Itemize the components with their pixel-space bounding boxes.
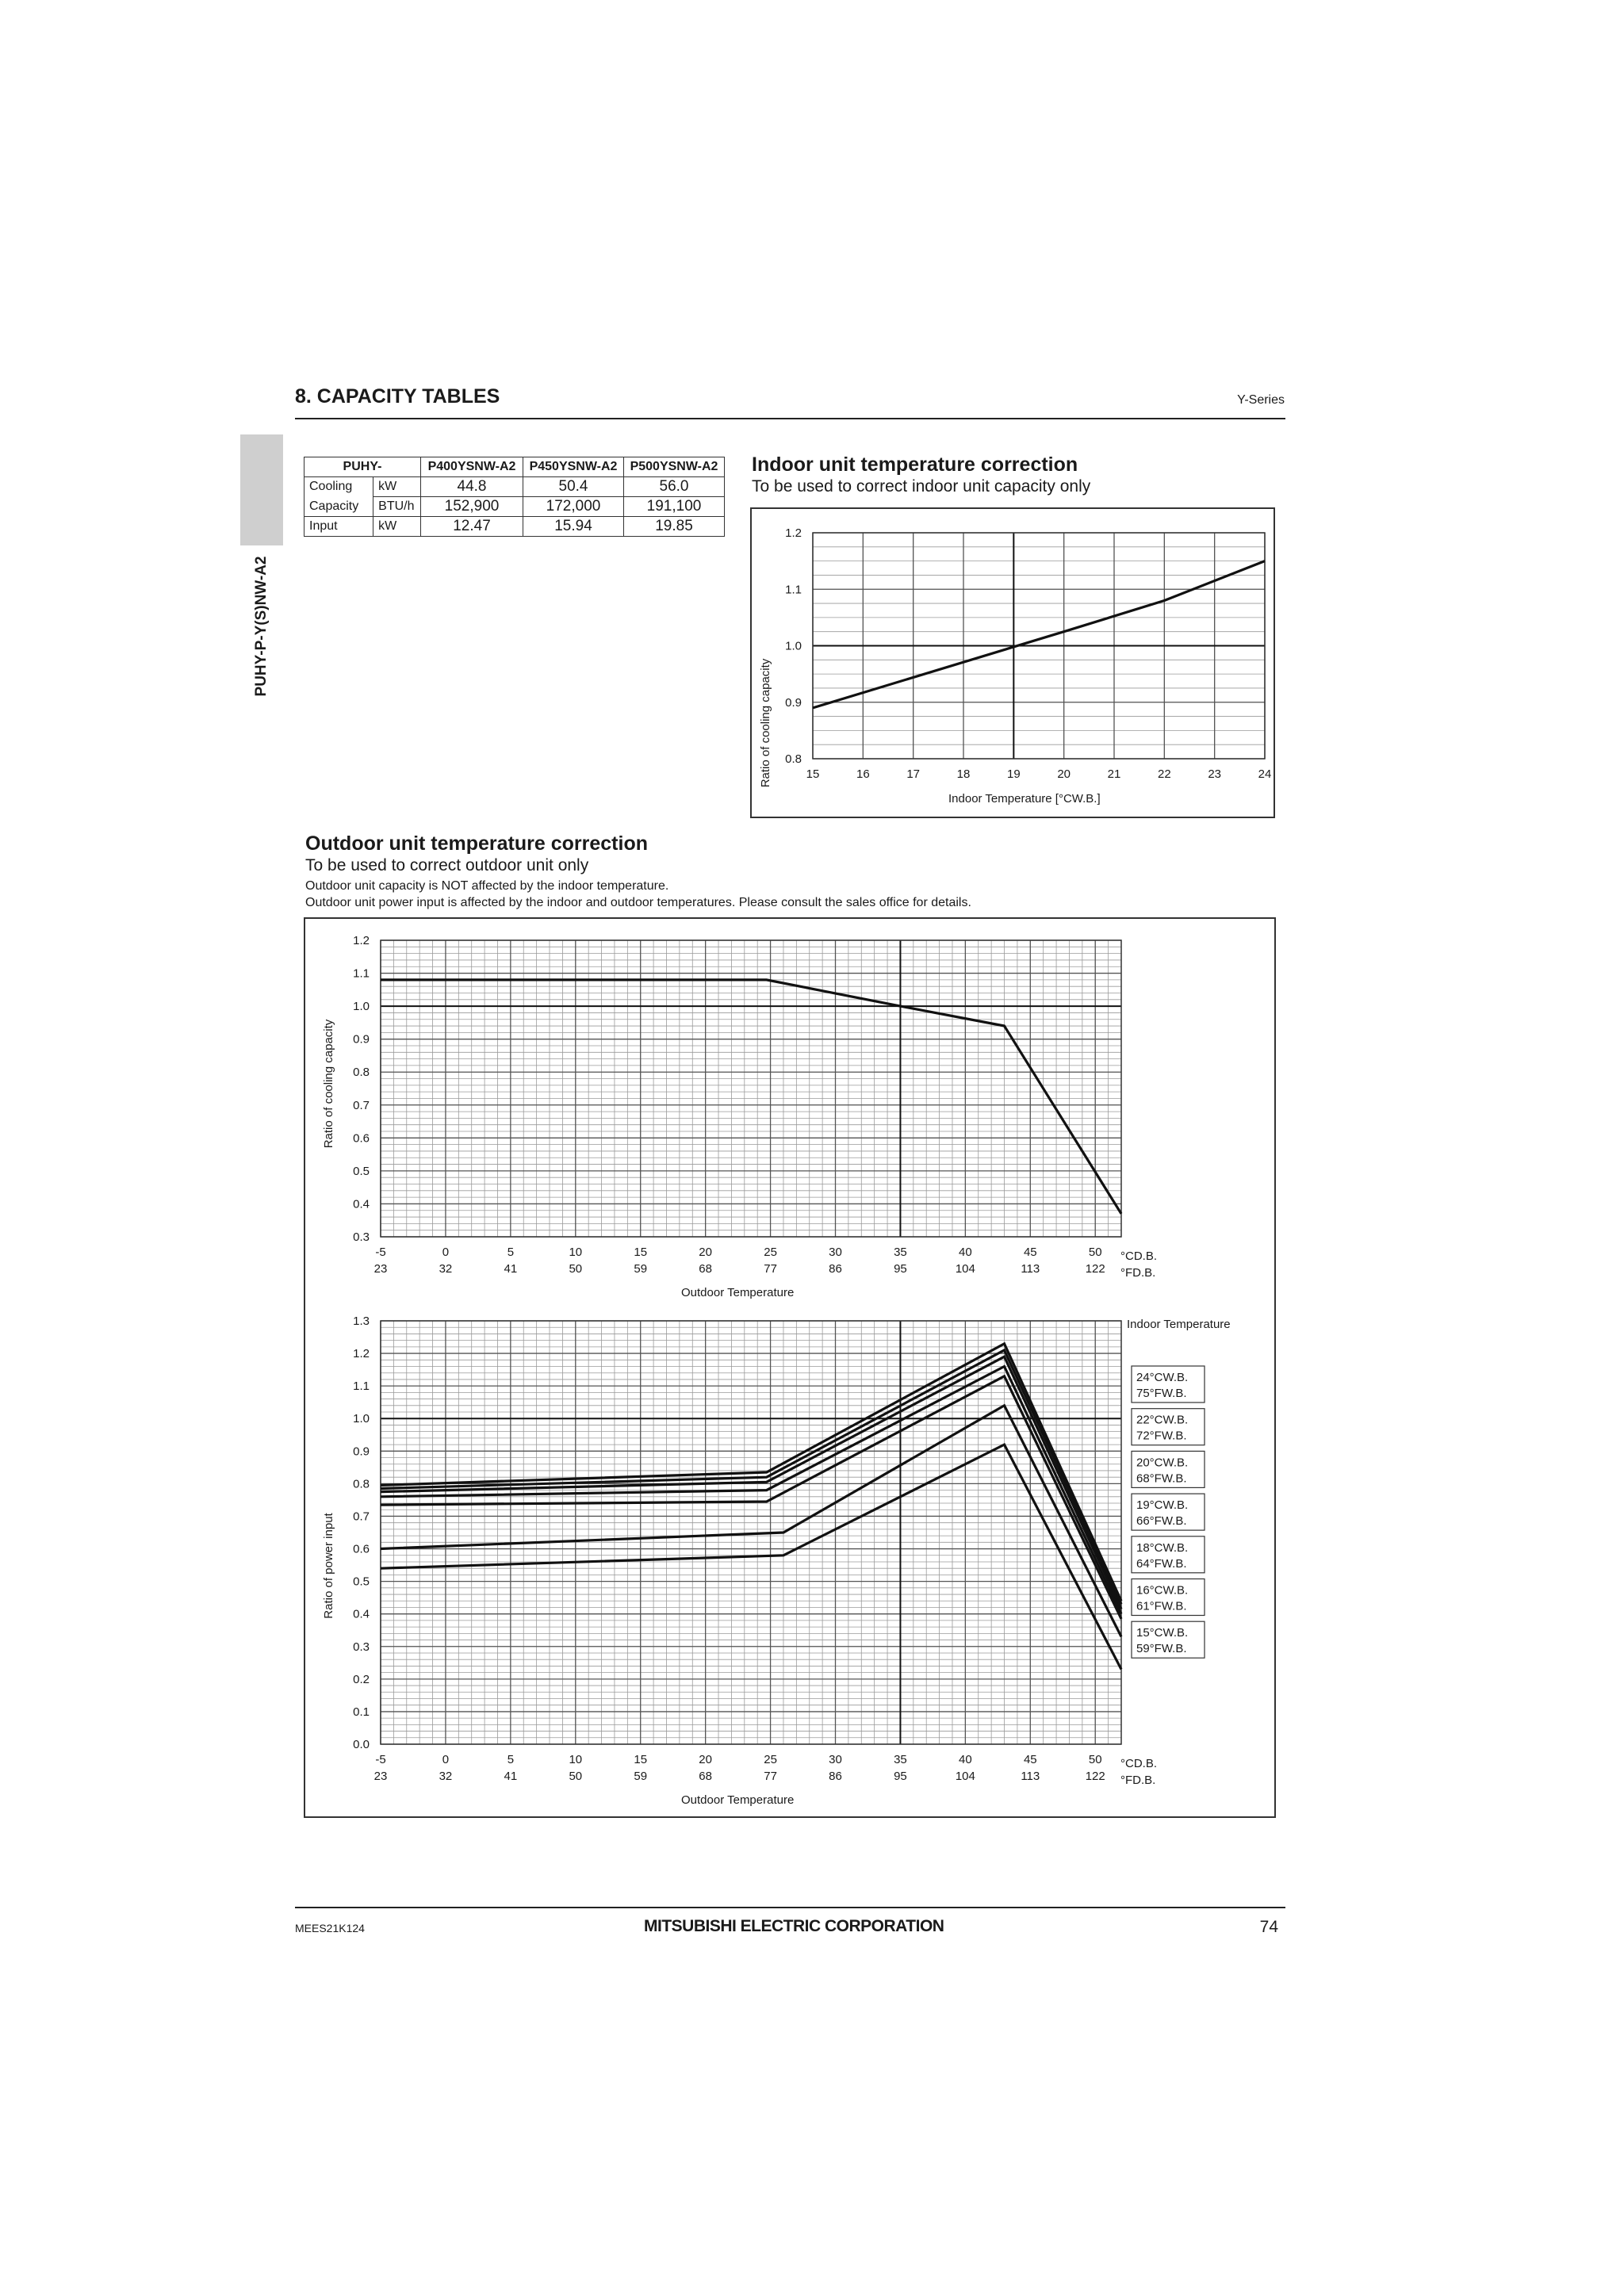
table-row <box>304 497 725 517</box>
x-tick-label-fdb: 50 <box>569 1262 583 1276</box>
x-tick-label: -5 <box>375 1246 386 1259</box>
y-tick-label: 0.0 <box>353 1738 370 1751</box>
table-row <box>304 517 725 537</box>
x-tick-label: 35 <box>894 1246 907 1259</box>
x-tick-label-fdb: 122 <box>1085 1262 1105 1276</box>
x-tick-label-fdb: 104 <box>955 1262 975 1276</box>
x-tick-label: 50 <box>1088 1753 1102 1766</box>
y-tick-label: 1.2 <box>785 526 802 540</box>
x-tick-label: 45 <box>1023 1246 1037 1259</box>
x-tick-label: 25 <box>764 1753 777 1766</box>
outdoor-correction-charts <box>304 917 1276 1818</box>
x-tick-label: 17 <box>906 767 921 781</box>
y-axis-label: Ratio of cooling capacity <box>759 658 772 788</box>
x-tick-label-fdb: 32 <box>439 1770 453 1783</box>
table-cell: 50.4 <box>523 477 624 497</box>
legend-label: 72°FW.B. <box>1136 1429 1187 1443</box>
x-axis-label: Indoor Temperature [°CW.B.] <box>948 792 1101 806</box>
y-tick-label: 0.3 <box>353 1640 370 1654</box>
y-tick-label: 0.7 <box>353 1098 370 1112</box>
x-tick-label-fdb: 86 <box>829 1262 842 1276</box>
legend-label: 59°FW.B. <box>1136 1642 1187 1656</box>
y-tick-label: 0.9 <box>353 1445 370 1459</box>
x-tick-label-fdb: 23 <box>373 1770 388 1783</box>
legend-label: 24°CW.B. <box>1136 1371 1189 1384</box>
y-tick-label: 0.6 <box>353 1542 370 1556</box>
outdoor-note-power: Outdoor unit power input is affected by the indoor and outdoor temperatures. Please consult the sales office for details. <box>305 896 971 909</box>
y-tick-label: 1.0 <box>353 1412 370 1426</box>
chart-frame <box>304 918 1275 1817</box>
row-label: Cooling <box>304 477 373 497</box>
x-tick-label: 40 <box>959 1246 972 1259</box>
legend-label: 66°FW.B. <box>1136 1514 1187 1529</box>
y-tick-label: 0.7 <box>353 1510 370 1524</box>
table-cell: 191,100 <box>624 497 725 517</box>
indoor-correction-chart <box>750 507 1275 818</box>
legend-label: 75°FW.B. <box>1136 1387 1187 1400</box>
x-unit-fdb: °FD.B. <box>1120 1266 1156 1280</box>
y-tick-label: 1.1 <box>785 583 802 597</box>
x-tick-label-fdb: 77 <box>764 1770 777 1783</box>
x-tick-label-fdb: 59 <box>634 1262 648 1276</box>
legend-label: 16°CW.B. <box>1136 1583 1189 1598</box>
outdoor-section-title: Outdoor unit temperature correction <box>305 832 648 855</box>
x-tick-label: 15 <box>806 767 820 781</box>
series-line <box>813 561 1265 708</box>
x-tick-label-fdb: 77 <box>764 1262 777 1276</box>
x-tick-label-fdb: 32 <box>439 1262 453 1276</box>
x-tick-label: 30 <box>829 1246 842 1259</box>
table-cell: 12.47 <box>421 517 523 537</box>
x-tick-label-fdb: 41 <box>504 1770 518 1783</box>
x-tick-label: -5 <box>375 1753 386 1766</box>
y-tick-label: 1.0 <box>785 639 802 653</box>
series-line <box>381 1406 1121 1637</box>
x-tick-label-fdb: 104 <box>955 1770 975 1783</box>
row-unit: kW <box>373 477 421 497</box>
capacity-spec-table <box>304 457 725 537</box>
x-unit-fdb: °FD.B. <box>1120 1774 1156 1787</box>
x-tick-label: 0 <box>442 1753 450 1766</box>
x-tick-label-fdb: 113 <box>1021 1770 1040 1783</box>
y-tick-label: 0.9 <box>353 1032 370 1047</box>
x-unit-cdb: °CD.B. <box>1120 1249 1158 1263</box>
x-axis-label: Outdoor Temperature <box>681 1793 795 1807</box>
y-axis-label: Ratio of cooling capacity <box>322 1019 335 1149</box>
x-tick-label-fdb: 59 <box>634 1770 648 1783</box>
table-cell: 44.8 <box>421 477 523 497</box>
series-line <box>381 1344 1121 1601</box>
row-unit: BTU/h <box>373 497 421 517</box>
x-tick-label: 5 <box>507 1246 515 1259</box>
x-tick-label-fdb: 86 <box>829 1770 842 1783</box>
y-tick-label: 0.8 <box>785 752 802 766</box>
y-tick-label: 0.5 <box>353 1164 370 1178</box>
plot-area <box>381 940 1121 1237</box>
x-tick-label-fdb: 68 <box>699 1770 712 1783</box>
x-tick-label-fdb: 113 <box>1021 1262 1040 1276</box>
x-tick-label: 45 <box>1023 1753 1037 1766</box>
side-tab-label: PUHY-P-Y(S)NW-A2 <box>253 556 270 697</box>
table-header-cell: P400YSNW-A2 <box>421 457 523 477</box>
y-tick-label: 1.1 <box>353 1380 370 1394</box>
x-tick-label: 5 <box>507 1753 515 1766</box>
x-unit-cdb: °CD.B. <box>1120 1757 1158 1770</box>
y-tick-label: 0.5 <box>353 1575 370 1589</box>
x-tick-label: 20 <box>699 1753 712 1766</box>
y-tick-label: 1.0 <box>353 1000 370 1014</box>
x-tick-label-fdb: 95 <box>894 1770 907 1783</box>
x-tick-label-fdb: 95 <box>894 1262 907 1276</box>
x-tick-label: 15 <box>634 1246 648 1259</box>
x-tick-label: 35 <box>894 1753 907 1766</box>
header-divider <box>295 418 1285 419</box>
y-tick-label: 0.1 <box>353 1705 370 1719</box>
footer-divider <box>295 1907 1285 1908</box>
corporation-name: MITSUBISHI ELECTRIC CORPORATION <box>644 1917 944 1935</box>
x-axis-label: Outdoor Temperature <box>681 1286 795 1299</box>
outdoor-section-subtitle: To be used to correct outdoor unit only <box>305 856 589 874</box>
y-tick-label: 1.2 <box>353 934 370 947</box>
y-tick-label: 0.8 <box>353 1066 370 1080</box>
x-tick-label: 20 <box>1057 767 1071 781</box>
legend-label: 20°CW.B. <box>1136 1456 1189 1470</box>
legend-title: Indoor Temperature <box>1127 1318 1231 1331</box>
x-tick-label: 20 <box>699 1246 712 1259</box>
indoor-section-subtitle: To be used to correct indoor unit capacity only <box>752 477 1091 496</box>
x-tick-label: 19 <box>1006 767 1021 781</box>
y-tick-label: 0.4 <box>353 1197 370 1211</box>
legend-label: 64°FW.B. <box>1136 1556 1187 1571</box>
x-tick-label: 30 <box>829 1753 842 1766</box>
table-header-cell: P450YSNW-A2 <box>523 457 624 477</box>
x-tick-label: 50 <box>1088 1246 1102 1259</box>
x-tick-label: 25 <box>764 1246 777 1259</box>
table-cell: 19.85 <box>624 517 725 537</box>
x-tick-label: 22 <box>1157 767 1171 781</box>
x-tick-label-fdb: 50 <box>569 1770 583 1783</box>
legend-label: 15°CW.B. <box>1136 1626 1189 1640</box>
table-row <box>304 477 725 497</box>
series-line <box>381 980 1121 1214</box>
x-tick-label: 21 <box>1107 767 1121 781</box>
y-tick-label: 0.4 <box>353 1607 370 1621</box>
page-number: 74 <box>1259 1918 1278 1936</box>
table-cell: 56.0 <box>624 477 725 497</box>
plot-area <box>381 1321 1121 1744</box>
x-tick-label-fdb: 122 <box>1085 1770 1105 1783</box>
table-header-row <box>304 457 725 477</box>
indoor-section-title: Indoor unit temperature correction <box>752 453 1078 476</box>
x-tick-label: 23 <box>1208 767 1222 781</box>
x-tick-label: 18 <box>956 767 971 781</box>
side-tab-marker <box>240 434 283 545</box>
y-tick-label: 0.9 <box>785 695 802 710</box>
y-tick-label: 0.6 <box>353 1131 370 1146</box>
row-label: Capacity <box>304 497 373 517</box>
x-tick-label: 10 <box>569 1753 583 1766</box>
row-unit: kW <box>373 517 421 537</box>
y-tick-label: 1.3 <box>353 1314 370 1328</box>
row-label: Input <box>304 517 373 537</box>
y-tick-label: 0.2 <box>353 1672 370 1686</box>
y-tick-label: 0.8 <box>353 1477 370 1491</box>
x-tick-label-fdb: 68 <box>699 1262 712 1276</box>
y-tick-label: 1.2 <box>353 1347 370 1361</box>
table-cell: 172,000 <box>523 497 624 517</box>
table-cell: 15.94 <box>523 517 624 537</box>
y-tick-label: 1.1 <box>353 966 370 981</box>
x-tick-label-fdb: 41 <box>504 1262 518 1276</box>
x-tick-label: 0 <box>442 1246 450 1259</box>
legend-label: 19°CW.B. <box>1136 1498 1189 1513</box>
document-code: MEES21K124 <box>295 1922 365 1934</box>
x-tick-label: 40 <box>959 1753 972 1766</box>
section-title: 8. CAPACITY TABLES <box>295 385 500 408</box>
series-line <box>381 1357 1121 1609</box>
legend-label: 22°CW.B. <box>1136 1413 1189 1427</box>
x-tick-label: 15 <box>634 1753 648 1766</box>
y-tick-label: 0.3 <box>353 1230 370 1244</box>
legend-label: 61°FW.B. <box>1136 1599 1187 1613</box>
outdoor-note-capacity: Outdoor unit capacity is NOT affected by the indoor temperature. <box>305 879 669 893</box>
table-cell: 152,900 <box>421 497 523 517</box>
table-header-cell: P500YSNW-A2 <box>624 457 725 477</box>
legend-label: 68°FW.B. <box>1136 1471 1187 1486</box>
series-line <box>381 1376 1121 1619</box>
x-tick-label: 24 <box>1258 767 1272 781</box>
legend-label: 18°CW.B. <box>1136 1540 1189 1555</box>
x-tick-label: 16 <box>856 767 870 781</box>
x-tick-label-fdb: 23 <box>373 1262 388 1276</box>
table-header-cell: PUHY- <box>304 457 421 477</box>
series-label: Y-Series <box>1237 393 1285 407</box>
y-axis-label: Ratio of power input <box>322 1513 335 1619</box>
x-tick-label: 10 <box>569 1246 583 1259</box>
